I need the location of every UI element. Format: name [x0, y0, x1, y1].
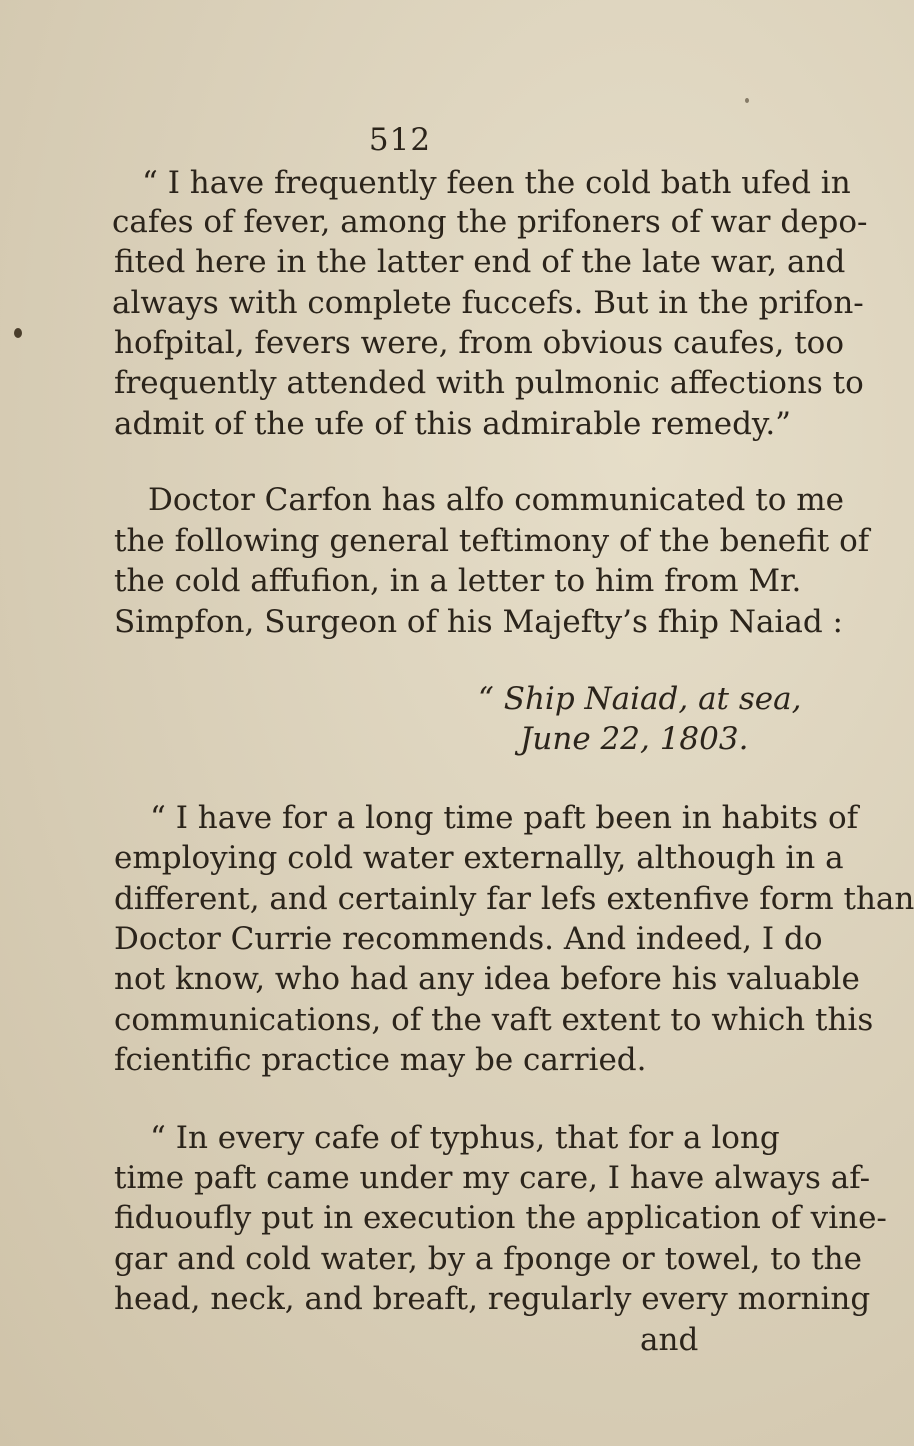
text-line: cafes of fever, among the prifoners of war depo-: [112, 204, 868, 240]
text-line: admit of the ufe of this admirable remedy.”: [114, 406, 792, 442]
text-line: fiduoufly put in execution the application of vine-: [114, 1200, 887, 1236]
text-line: the following general teftimony of the benefit of: [114, 523, 870, 559]
ink-blot: [745, 98, 749, 103]
text-line: communications, of the vaft extent to which this: [114, 1002, 874, 1038]
text-line: always with complete fuccefs. But in the prifon-: [112, 285, 864, 321]
text-line: head, neck, and breaft, regularly every morning: [114, 1281, 871, 1317]
text-line: different, and certainly far lefs extenfive form than: [114, 881, 914, 917]
catchword: and: [640, 1322, 699, 1358]
text-line: Simpfon, Surgeon of his Majefty’s fhip Naiad :: [114, 604, 843, 640]
text-line: time paft came under my care, I have always af-: [114, 1160, 871, 1196]
ink-blot: [14, 328, 22, 338]
text-line: Doctor Currie recommends. And indeed, I do: [114, 921, 823, 957]
text-line: Doctor Carfon has alfo communicated to me: [148, 482, 844, 518]
text-line: gar and cold water, by a fponge or towel, to the: [114, 1241, 862, 1277]
text-line: fited here in the latter end of the late war, and: [114, 244, 846, 280]
text-line: employing cold water externally, although in a: [114, 840, 844, 876]
text-line: fcientific practice may be carried.: [114, 1042, 647, 1078]
letter-heading: “ Ship Naiad, at sea,: [478, 681, 802, 717]
text-line: frequently attended with pulmonic affections to: [114, 365, 864, 401]
text-line: hofpital, fevers were, from obvious caufes, too: [114, 325, 844, 361]
text-line: “ I have for a long time paft been in habits of: [150, 800, 859, 836]
text-line: “ In every cafe of typhus, that for a long: [150, 1120, 780, 1156]
text-line: the cold affufion, in a letter to him from Mr.: [114, 563, 802, 599]
letter-date: June 22, 1803.: [520, 721, 749, 757]
text-line: not know, who had any idea before his valuable: [114, 961, 860, 997]
page-number: 512: [368, 122, 432, 158]
text-line: “ I have frequently feen the cold bath ufed in: [142, 165, 851, 201]
